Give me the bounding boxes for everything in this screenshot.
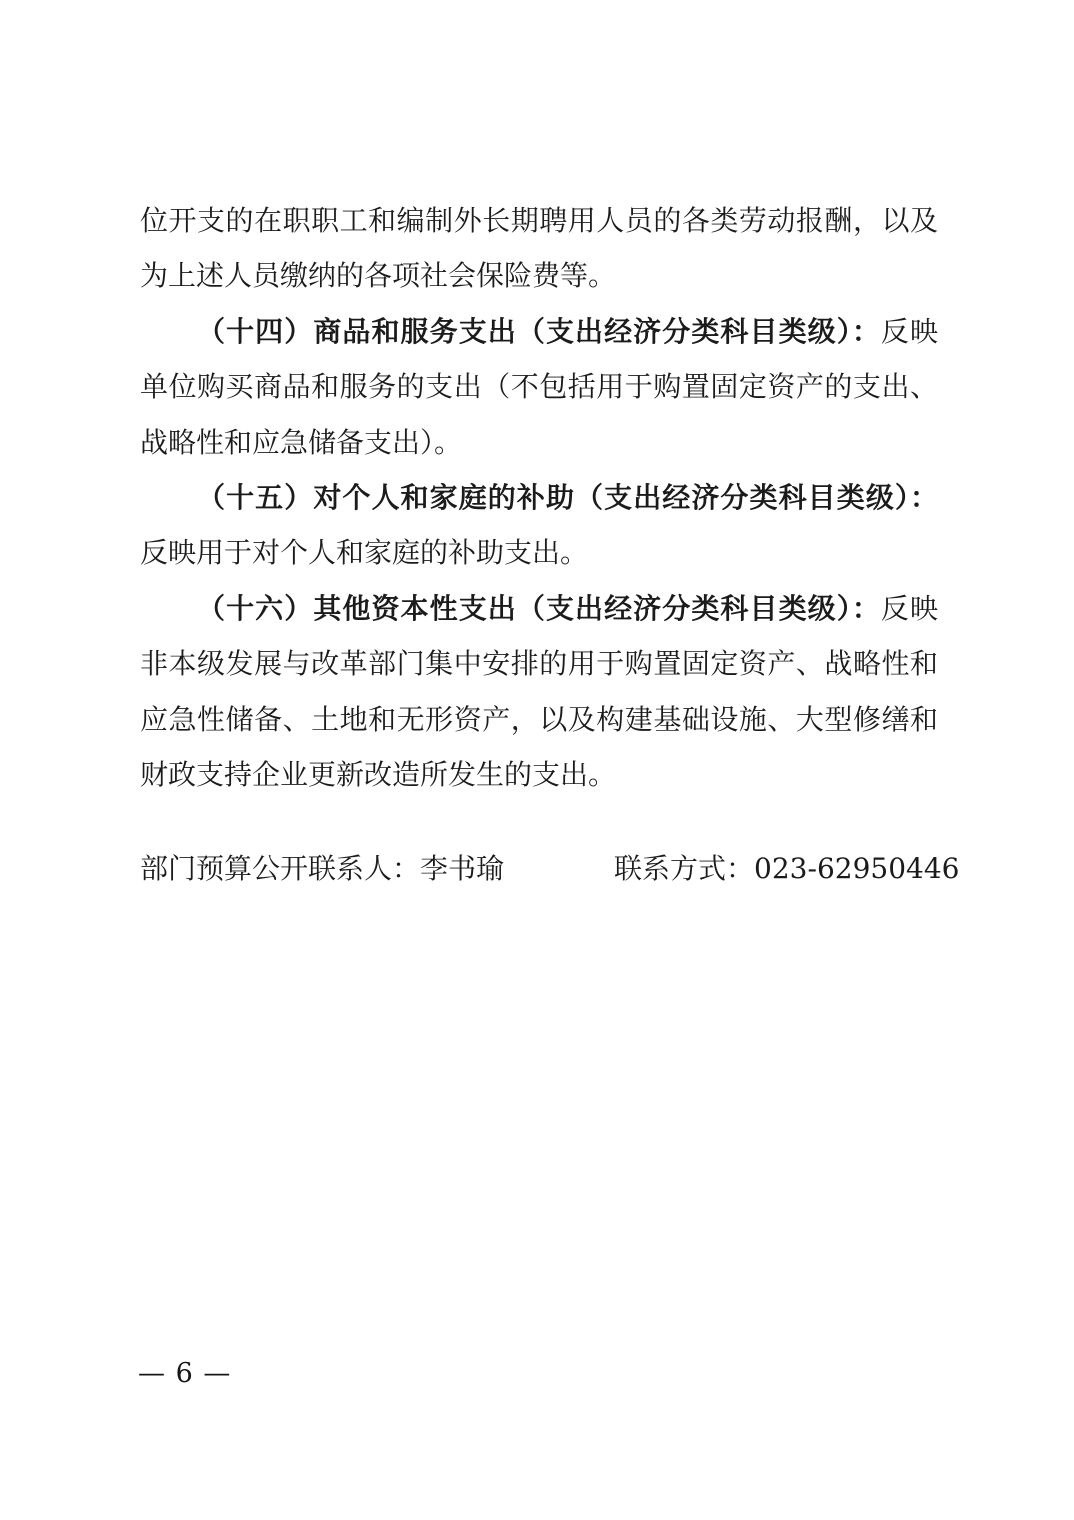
heading-run: （十五）对个人和家庭的补助（支出经济分类科目类级）：	[197, 480, 938, 514]
body-text-line	[140, 692, 938, 747]
text-run: 反映	[880, 591, 938, 625]
text-run: 应急性储备、土地和无形资产，以及构建基础设施、大型修缮和	[140, 702, 938, 736]
contact-person-label: 部门预算公开联系人：	[140, 852, 421, 885]
text-run: 战略性和应急储备支出）。	[140, 425, 463, 459]
body-text-line	[140, 470, 938, 525]
body-text-line	[140, 636, 938, 691]
body-text-line	[140, 193, 938, 248]
body-text-line	[140, 581, 938, 636]
text-run: 反映	[880, 314, 938, 348]
page-number: — 6 —	[138, 1358, 232, 1389]
contact-phone-number: 023-62950446	[754, 852, 960, 885]
text-run: 反映用于对个人和家庭的补助支出。	[140, 536, 589, 570]
body-text-line	[140, 304, 938, 359]
heading-run: （十四）商品和服务支出（支出经济分类科目类级）：	[197, 314, 881, 348]
text-run: 位开支的在职职工和编制外长期聘用人员的各类劳动报酬，以及	[140, 204, 938, 237]
text-run: 财政支持企业更新改造所发生的支出。	[140, 757, 617, 791]
contact-person-name: 李书瑜	[420, 852, 505, 885]
text-run: 非本级发展与改革部门集中安排的用于购置固定资产、战略性和	[140, 647, 938, 681]
body-text-line	[140, 359, 938, 414]
heading-run: （十六）其他资本性支出（支出经济分类科目类级）：	[197, 591, 881, 625]
contact-line	[140, 841, 960, 896]
contact-method-label: 联系方式：	[614, 852, 755, 885]
body-text-line	[140, 415, 938, 470]
body-text-line	[140, 525, 938, 580]
body-text-line	[140, 747, 938, 802]
text-run: 为上述人员缴纳的各项社会保险费等。	[140, 259, 617, 293]
body-text-line	[140, 248, 938, 303]
body-text	[140, 193, 938, 802]
text-run: 单位购买商品和服务的支出（不包括用于购置固定资产的支出、	[140, 370, 938, 404]
